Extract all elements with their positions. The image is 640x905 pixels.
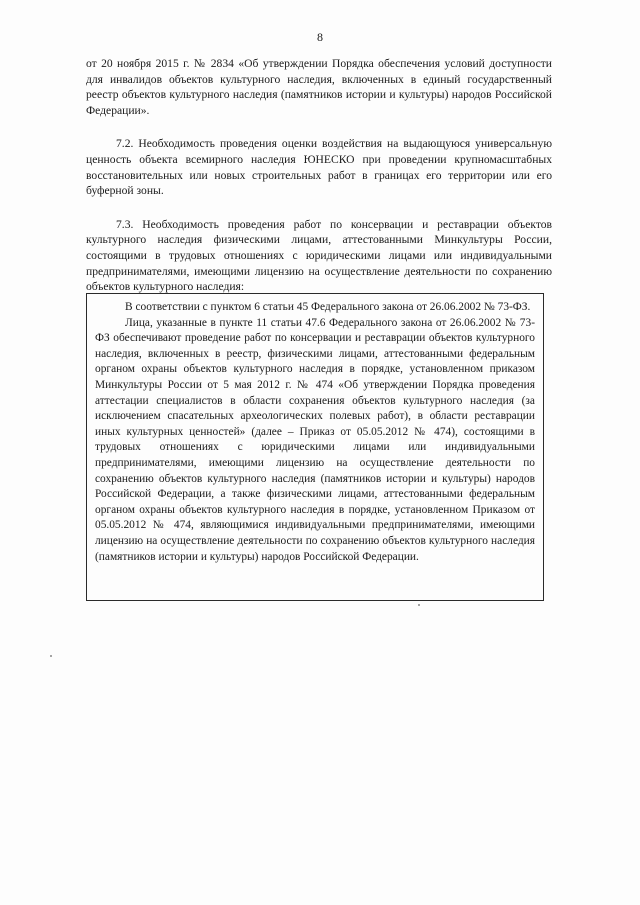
paragraph-order-reference: от 20 ноября 2015 г. № 2834 «Об утверждении Порядка обеспечения условий доступности для инвалидов объектов культурного наследия, включенных в единый государственный реестр объектов культурного наследия (памятников истории и культуры) народов Российской Федерации». [86,57,552,117]
box-paragraph-law-reference: В соответствии с пунктом 6 статьи 45 Федерального закона от 26.06.2002 № 73-ФЗ. [125,301,531,313]
scan-speck [418,604,420,606]
framed-note-box [86,293,544,601]
box-paragraph-details: Лица, указанные в пункте 11 статьи 47.6 Федерального закона от 26.06.2002 № 73-ФЗ обеспечивают проведение работ по консервации и реставрации объектов культурного наследия, включенных в реестр, физическими лицами, аттестованными федеральным органом охраны объектов культурного наследия в порядке, установленном приказом Минкультуры России от 5 мая 2012 г. № 474 «Об утверждении Порядка проведения аттестации специалистов в области сохранения объектов культурного наследия (за исключением спасательных археологических полевых работ), в области реставрации иных культурных ценностей» (далее – Приказ от 05.05.2012 № 474), состоящими в трудовых отношениях с юридическими лицами или индивидуальными предпринимателями, имеющими лицензию на осуществление деятельности по сохранению объектов культурного наследия (памятников истории и культуры) народов Российской Федерации, а также физическими лицами, аттестованными федеральным органом охраны объектов культурного наследия в порядке, установленном Приказом от 05.05.2012 № 474, являющимися индивидуальными предпринимателями, имеющими лицензию на осуществление деятельности по сохранению объектов культурного наследия (памятников истории и культуры) народов Российской Федерации. [95,316,535,563]
document-body [86,56,552,295]
framed-note-content [95,300,535,565]
paragraph-7-3: 7.3. Необходимость проведения работ по консервации и реставрации объектов культурного наследия физическими лицами, аттестованными Минкультуры России, состоящими в трудовых отношениях с юридическими лицами или индивидуальными предпринимателями, имеющими лицензию на осуществление деятельности по сохранению объектов культурного наследия: [86,217,552,294]
paragraph-7-2: 7.2. Необходимость проведения оценки воздействия на выдающуюся универсальную ценность объекта всемирного наследия ЮНЕСКО при проведении крупномасштабных восстановительных или новых строительных работ в границах его территории или его буферной зоны. [86,137,552,198]
scan-speck [50,655,52,657]
page-number: 8 [317,30,323,44]
